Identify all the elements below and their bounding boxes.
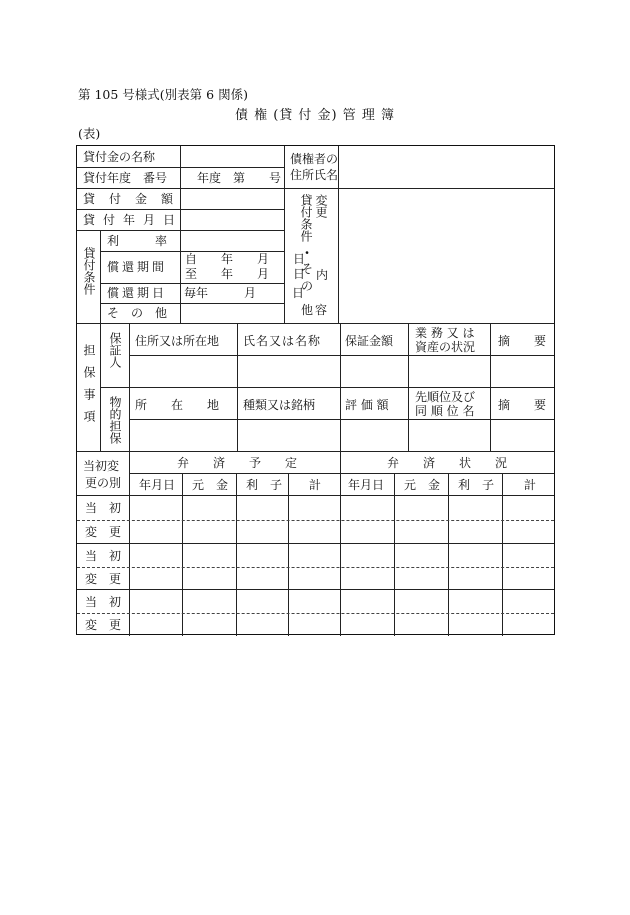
year-number-template: 年度 第 号 [197, 171, 282, 185]
loan-date-label: 貸付年月日 [83, 213, 184, 227]
interest-rate-label: 利 率 [107, 234, 168, 248]
period-to: 至 年 月 日 [185, 267, 306, 281]
repay-date-label: 償還期日 [107, 286, 168, 300]
collateral-label: 担保事項 [82, 344, 96, 432]
other-label: そ の 他 [107, 306, 168, 320]
planned-total-header: 計 [309, 478, 322, 492]
loan-year-number-label: 貸付年度 番号 [83, 171, 168, 185]
changes-label-change: 変更 [314, 194, 328, 218]
guarantor-label: 保証人 [108, 332, 122, 368]
priority-header-1: 先順位及び [415, 390, 476, 404]
valuation-header: 評 価 額 [345, 398, 389, 412]
changes-no: の [301, 279, 314, 293]
planned-interest-header: 利 子 [246, 478, 283, 492]
status-total-header: 計 [524, 478, 537, 492]
changes-tayou: 他容 [301, 303, 330, 317]
type-label-1: 当初変 [83, 459, 120, 473]
planned-principal-header: 元 金 [192, 478, 229, 492]
row-initial-2: 当 初 [85, 549, 122, 563]
creditor-label-1: 債権者の [290, 152, 339, 166]
address-header: 住所又は所在地 [135, 334, 220, 348]
business-header-1: 業 務 又 は [415, 326, 475, 340]
property-label: 物的担保 [108, 396, 122, 444]
repay-date-template: 毎年 月 日 [184, 286, 305, 300]
row-change-2: 変 更 [85, 572, 122, 586]
period-from: 自 年 月 日 [185, 252, 306, 266]
business-header-2: 資産の状況 [415, 340, 476, 354]
row-change-3: 変 更 [85, 618, 122, 632]
planned-date-header: 年月日 [139, 478, 176, 492]
changes-so: そ [301, 262, 314, 276]
row-initial-1: 当 初 [85, 501, 122, 515]
status-interest-header: 利 子 [458, 478, 495, 492]
changes-uchi: 内 [316, 268, 329, 282]
status-principal-header: 元 金 [404, 478, 441, 492]
loan-amount-label: 貸付金額 [83, 192, 188, 206]
loan-name-label: 貸付金の名称 [83, 150, 156, 164]
document-title: 債 権 (貸 付 金) 管 理 簿 [234, 108, 396, 123]
name-header: 氏名又は名称 [243, 334, 322, 348]
status-header: 弁 済 状 況 [387, 456, 508, 470]
row-initial-3: 当 初 [85, 595, 122, 609]
changes-label-conditions: 貸付条件 [299, 194, 313, 242]
creditor-label-2: 住所氏名 [290, 168, 339, 182]
priority-header-2: 同 順 位 名 [415, 404, 475, 418]
planned-header: 弁 済 予 定 [177, 456, 298, 470]
location-header: 所 在 地 [135, 398, 220, 412]
row-change-1: 変 更 [85, 525, 122, 539]
summary-header-2: 摘 要 [498, 398, 547, 412]
form-number: 第 105 号様式(別表第 6 関係) [78, 87, 248, 102]
loan-conditions-label: 貸付条件 [82, 247, 96, 295]
summary-header: 摘 要 [498, 334, 547, 348]
status-date-header: 年月日 [348, 478, 385, 492]
side-label: (表) [78, 126, 101, 141]
register-table [76, 145, 555, 635]
type-label-2: 更の別 [85, 476, 122, 490]
repay-period-label: 償還期間 [107, 260, 168, 274]
type-header: 種類又は銘柄 [243, 398, 316, 412]
changes-dot: ・ [301, 246, 314, 260]
guarantee-amount-header: 保証金額 [345, 334, 394, 348]
